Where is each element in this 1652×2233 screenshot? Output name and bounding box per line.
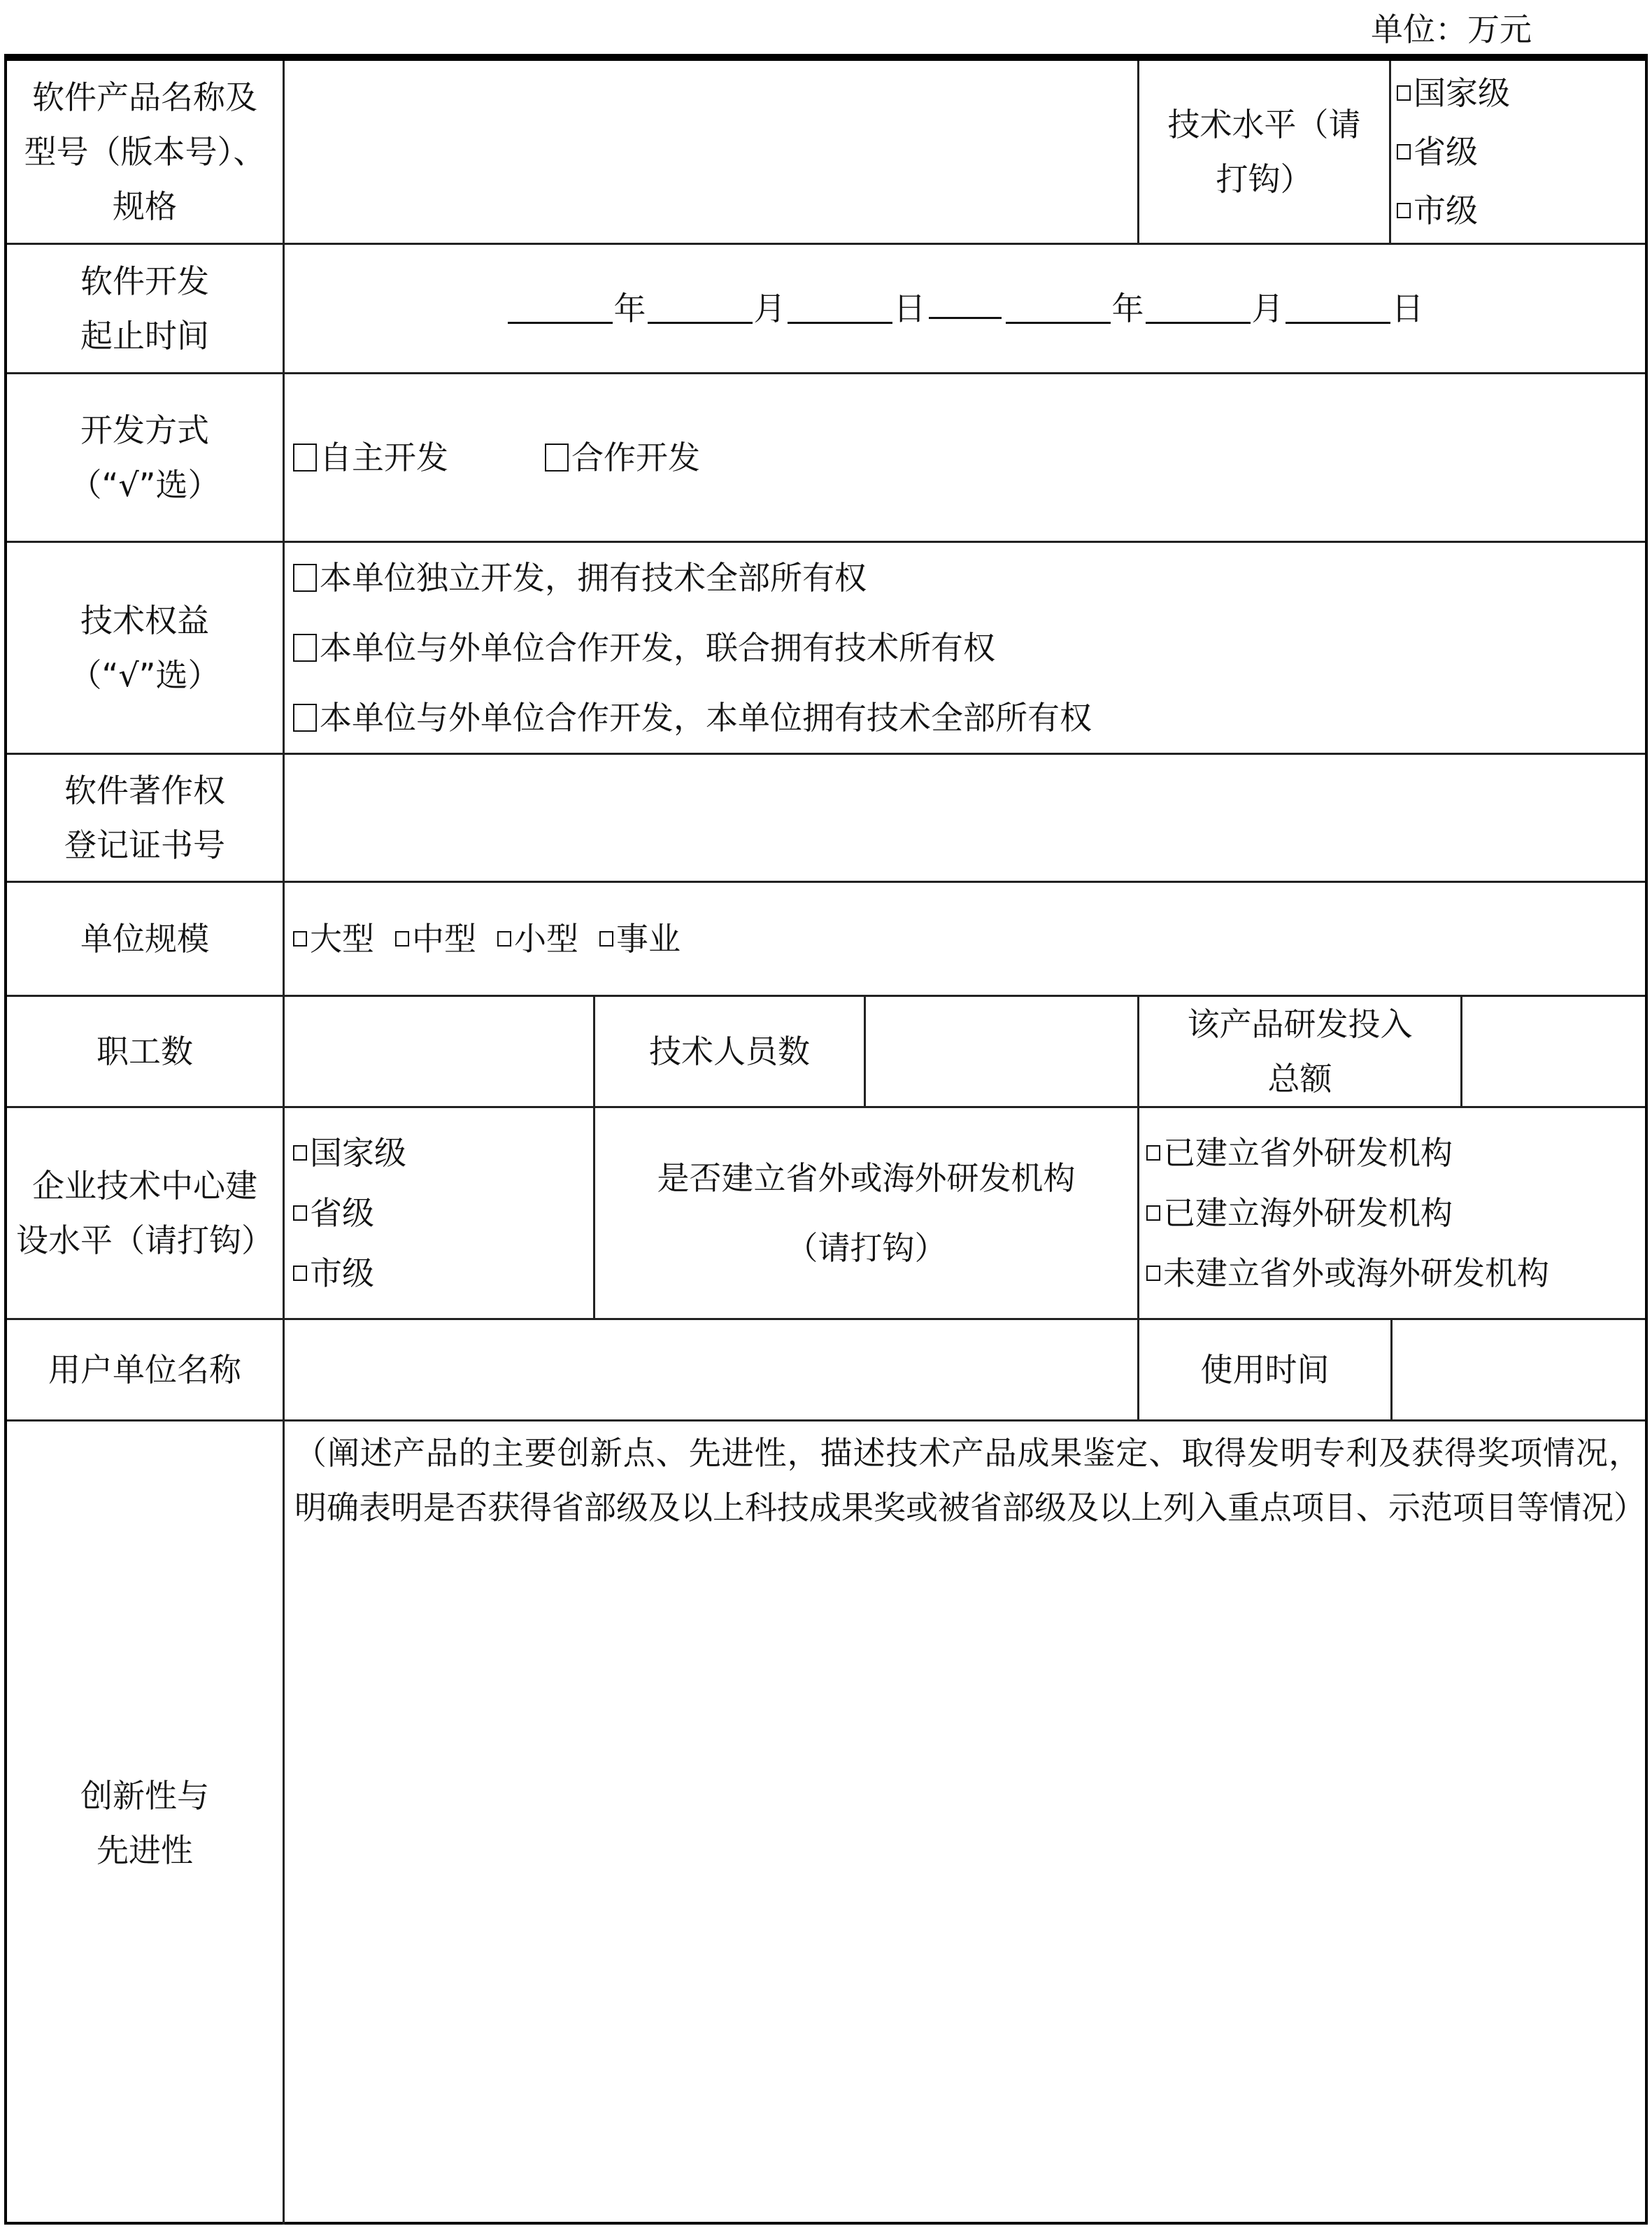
- option-label: 本单位与外单位合作开发，联合拥有技术所有权: [320, 629, 995, 667]
- option-label: 本单位独立开发，拥有技术全部所有权: [320, 559, 867, 597]
- innovation-input[interactable]: [285, 1422, 1645, 2225]
- checkbox[interactable]: [293, 634, 317, 662]
- option-label: 大型: [310, 920, 374, 958]
- label-line: （请打钩）: [785, 1229, 947, 1267]
- start-year-field[interactable]: [508, 294, 613, 324]
- checkbox[interactable]: [1146, 1205, 1160, 1221]
- tech-level-label: [1139, 61, 1391, 245]
- option-provincial[interactable]: [1397, 122, 1478, 181]
- option-label: 省级: [1414, 133, 1478, 171]
- label-line: 创新性与: [80, 1777, 209, 1815]
- unit-year: 年: [613, 290, 646, 327]
- option-provincial[interactable]: [293, 1183, 374, 1243]
- option-label: 本单位与外单位合作开发，本单位拥有技术全部所有权: [320, 699, 1092, 737]
- label-line: 起止时间: [80, 317, 209, 355]
- start-day-field[interactable]: [788, 294, 892, 324]
- innovation-label: [7, 1422, 285, 2225]
- checkbox[interactable]: [395, 931, 409, 947]
- checkbox[interactable]: [293, 564, 317, 592]
- checkbox[interactable]: [293, 444, 317, 472]
- dev-method-label: [7, 374, 285, 543]
- option-label: 小型: [514, 920, 578, 958]
- tech-center-label: [7, 1108, 285, 1320]
- range-dash: [929, 299, 1002, 319]
- label-line: 该产品研发投入: [1187, 1005, 1413, 1043]
- option-label: 未建立省外或海外研发机构: [1163, 1254, 1549, 1292]
- rd-investment-input[interactable]: [1462, 997, 1645, 1108]
- label-line: 软件开发: [80, 262, 209, 300]
- tech-center-options: [285, 1108, 595, 1320]
- label-line: 开发方式: [80, 411, 209, 449]
- use-time-input[interactable]: [1393, 1320, 1645, 1422]
- option-municipal[interactable]: [293, 1243, 374, 1303]
- tech-level-options: [1391, 61, 1645, 245]
- option-label: 中型: [412, 920, 476, 958]
- label-line: 技术权益: [80, 602, 209, 639]
- checkbox[interactable]: [497, 931, 511, 947]
- label-line: 是否建立省外或海外研发机构: [657, 1159, 1076, 1197]
- innovation-instructions: （阐述产品的主要创新点、先进性，描述技术产品成果鉴定、取得发明专利及获得奖项情况，明确表明是否获得省部级及以上科技成果奖或被省部级及以上列入重点项目、示范项目等情况）: [294, 1434, 1646, 1526]
- company-size-label: [7, 883, 285, 997]
- option-label: 已建立省外研发机构: [1163, 1134, 1453, 1172]
- checkbox[interactable]: [293, 1145, 307, 1161]
- tech-rights-options: [285, 543, 1645, 755]
- copyright-cert-label: [7, 755, 285, 883]
- checkbox[interactable]: [293, 931, 307, 947]
- option-label: 市级: [310, 1254, 374, 1292]
- application-form-table: [4, 54, 1648, 2225]
- option-independent[interactable]: [293, 430, 448, 485]
- label-line: 单位规模: [80, 920, 209, 958]
- label-line: 登记证书号: [64, 826, 225, 864]
- label-line: 设水平（请打钩）: [16, 1221, 273, 1259]
- tech-staff-input[interactable]: [866, 997, 1139, 1108]
- label-line: 职工数: [97, 1033, 193, 1070]
- label-line: 软件产品名称及: [32, 78, 257, 116]
- unit-label: 单位：万元: [1371, 10, 1532, 48]
- end-day-field[interactable]: [1286, 294, 1390, 324]
- dev-period-label: [7, 245, 285, 374]
- tech-rights-label: [7, 543, 285, 755]
- option-municipal[interactable]: [1397, 181, 1478, 240]
- checkbox[interactable]: [1146, 1145, 1160, 1161]
- product-name-label: [7, 61, 285, 245]
- option-label: 事业: [616, 920, 681, 958]
- label-line: 技术水平（请: [1167, 106, 1361, 143]
- checkbox[interactable]: [599, 931, 613, 947]
- unit-month: 月: [1251, 290, 1284, 327]
- option-cooperative[interactable]: [545, 430, 700, 485]
- label-line: 企业技术中心建: [32, 1167, 257, 1205]
- option-label: 市级: [1414, 192, 1478, 229]
- option-large[interactable]: [293, 912, 374, 966]
- checkbox[interactable]: [545, 444, 569, 472]
- dev-method-options: [285, 374, 1645, 543]
- checkbox[interactable]: [1397, 85, 1411, 101]
- checkbox[interactable]: [293, 1266, 307, 1281]
- option-none[interactable]: [1146, 1243, 1549, 1303]
- option-small[interactable]: [497, 912, 578, 966]
- staff-count-label: [7, 997, 285, 1108]
- option-national[interactable]: [293, 1123, 406, 1183]
- label-line: 规格: [113, 187, 177, 225]
- staff-count-input[interactable]: [285, 997, 595, 1108]
- option-outside-province[interactable]: [1146, 1123, 1453, 1183]
- option-national[interactable]: [1397, 64, 1510, 122]
- copyright-cert-input[interactable]: [285, 755, 1645, 883]
- option-institution[interactable]: [599, 912, 681, 966]
- user-org-label: [7, 1320, 285, 1422]
- unit-month: 月: [753, 290, 786, 327]
- label-line: 技术人员数: [649, 1033, 810, 1070]
- label-line: 打钩）: [1216, 160, 1313, 198]
- dev-period-input[interactable]: [285, 245, 1645, 374]
- checkbox[interactable]: [1397, 144, 1411, 160]
- label-line: （“√”选）: [69, 466, 220, 504]
- label-line: 型号（版本号）、: [24, 133, 266, 171]
- rd-abroad-options: [1139, 1108, 1645, 1320]
- label-line: 先进性: [97, 1831, 193, 1869]
- option-rights-coop-own[interactable]: [293, 683, 1092, 753]
- rd-investment-label: [1139, 997, 1462, 1108]
- label-line: （“√”选）: [69, 656, 220, 694]
- option-label: 国家级: [310, 1134, 406, 1172]
- option-label: 合作开发: [571, 439, 700, 476]
- option-label: 省级: [310, 1194, 374, 1232]
- label-line: 总额: [1267, 1060, 1332, 1098]
- checkbox[interactable]: [1146, 1266, 1160, 1281]
- option-rights-own[interactable]: [293, 543, 867, 613]
- tech-staff-label: [595, 997, 866, 1108]
- company-size-options: [285, 883, 1645, 997]
- unit-day: 日: [893, 290, 926, 327]
- label-line: 软件著作权: [64, 772, 225, 809]
- option-label: 自主开发: [320, 439, 448, 476]
- checkbox[interactable]: [1397, 203, 1411, 218]
- end-year-field[interactable]: [1006, 294, 1111, 324]
- label-line: 使用时间: [1200, 1351, 1330, 1389]
- unit-year: 年: [1111, 290, 1144, 327]
- checkbox[interactable]: [293, 704, 317, 732]
- use-time-label: [1139, 1320, 1393, 1422]
- option-medium[interactable]: [395, 912, 476, 966]
- option-label: 已建立海外研发机构: [1163, 1194, 1453, 1232]
- end-month-field[interactable]: [1146, 294, 1251, 324]
- option-rights-joint[interactable]: [293, 613, 995, 683]
- unit-day: 日: [1391, 290, 1424, 327]
- product-name-input[interactable]: [285, 61, 1139, 245]
- user-org-input[interactable]: [285, 1320, 1139, 1422]
- checkbox[interactable]: [293, 1205, 307, 1221]
- rd-abroad-label: [595, 1108, 1139, 1320]
- option-label: 国家级: [1414, 74, 1510, 112]
- label-line: 用户单位名称: [48, 1351, 241, 1389]
- option-overseas[interactable]: [1146, 1183, 1453, 1243]
- start-month-field[interactable]: [648, 294, 753, 324]
